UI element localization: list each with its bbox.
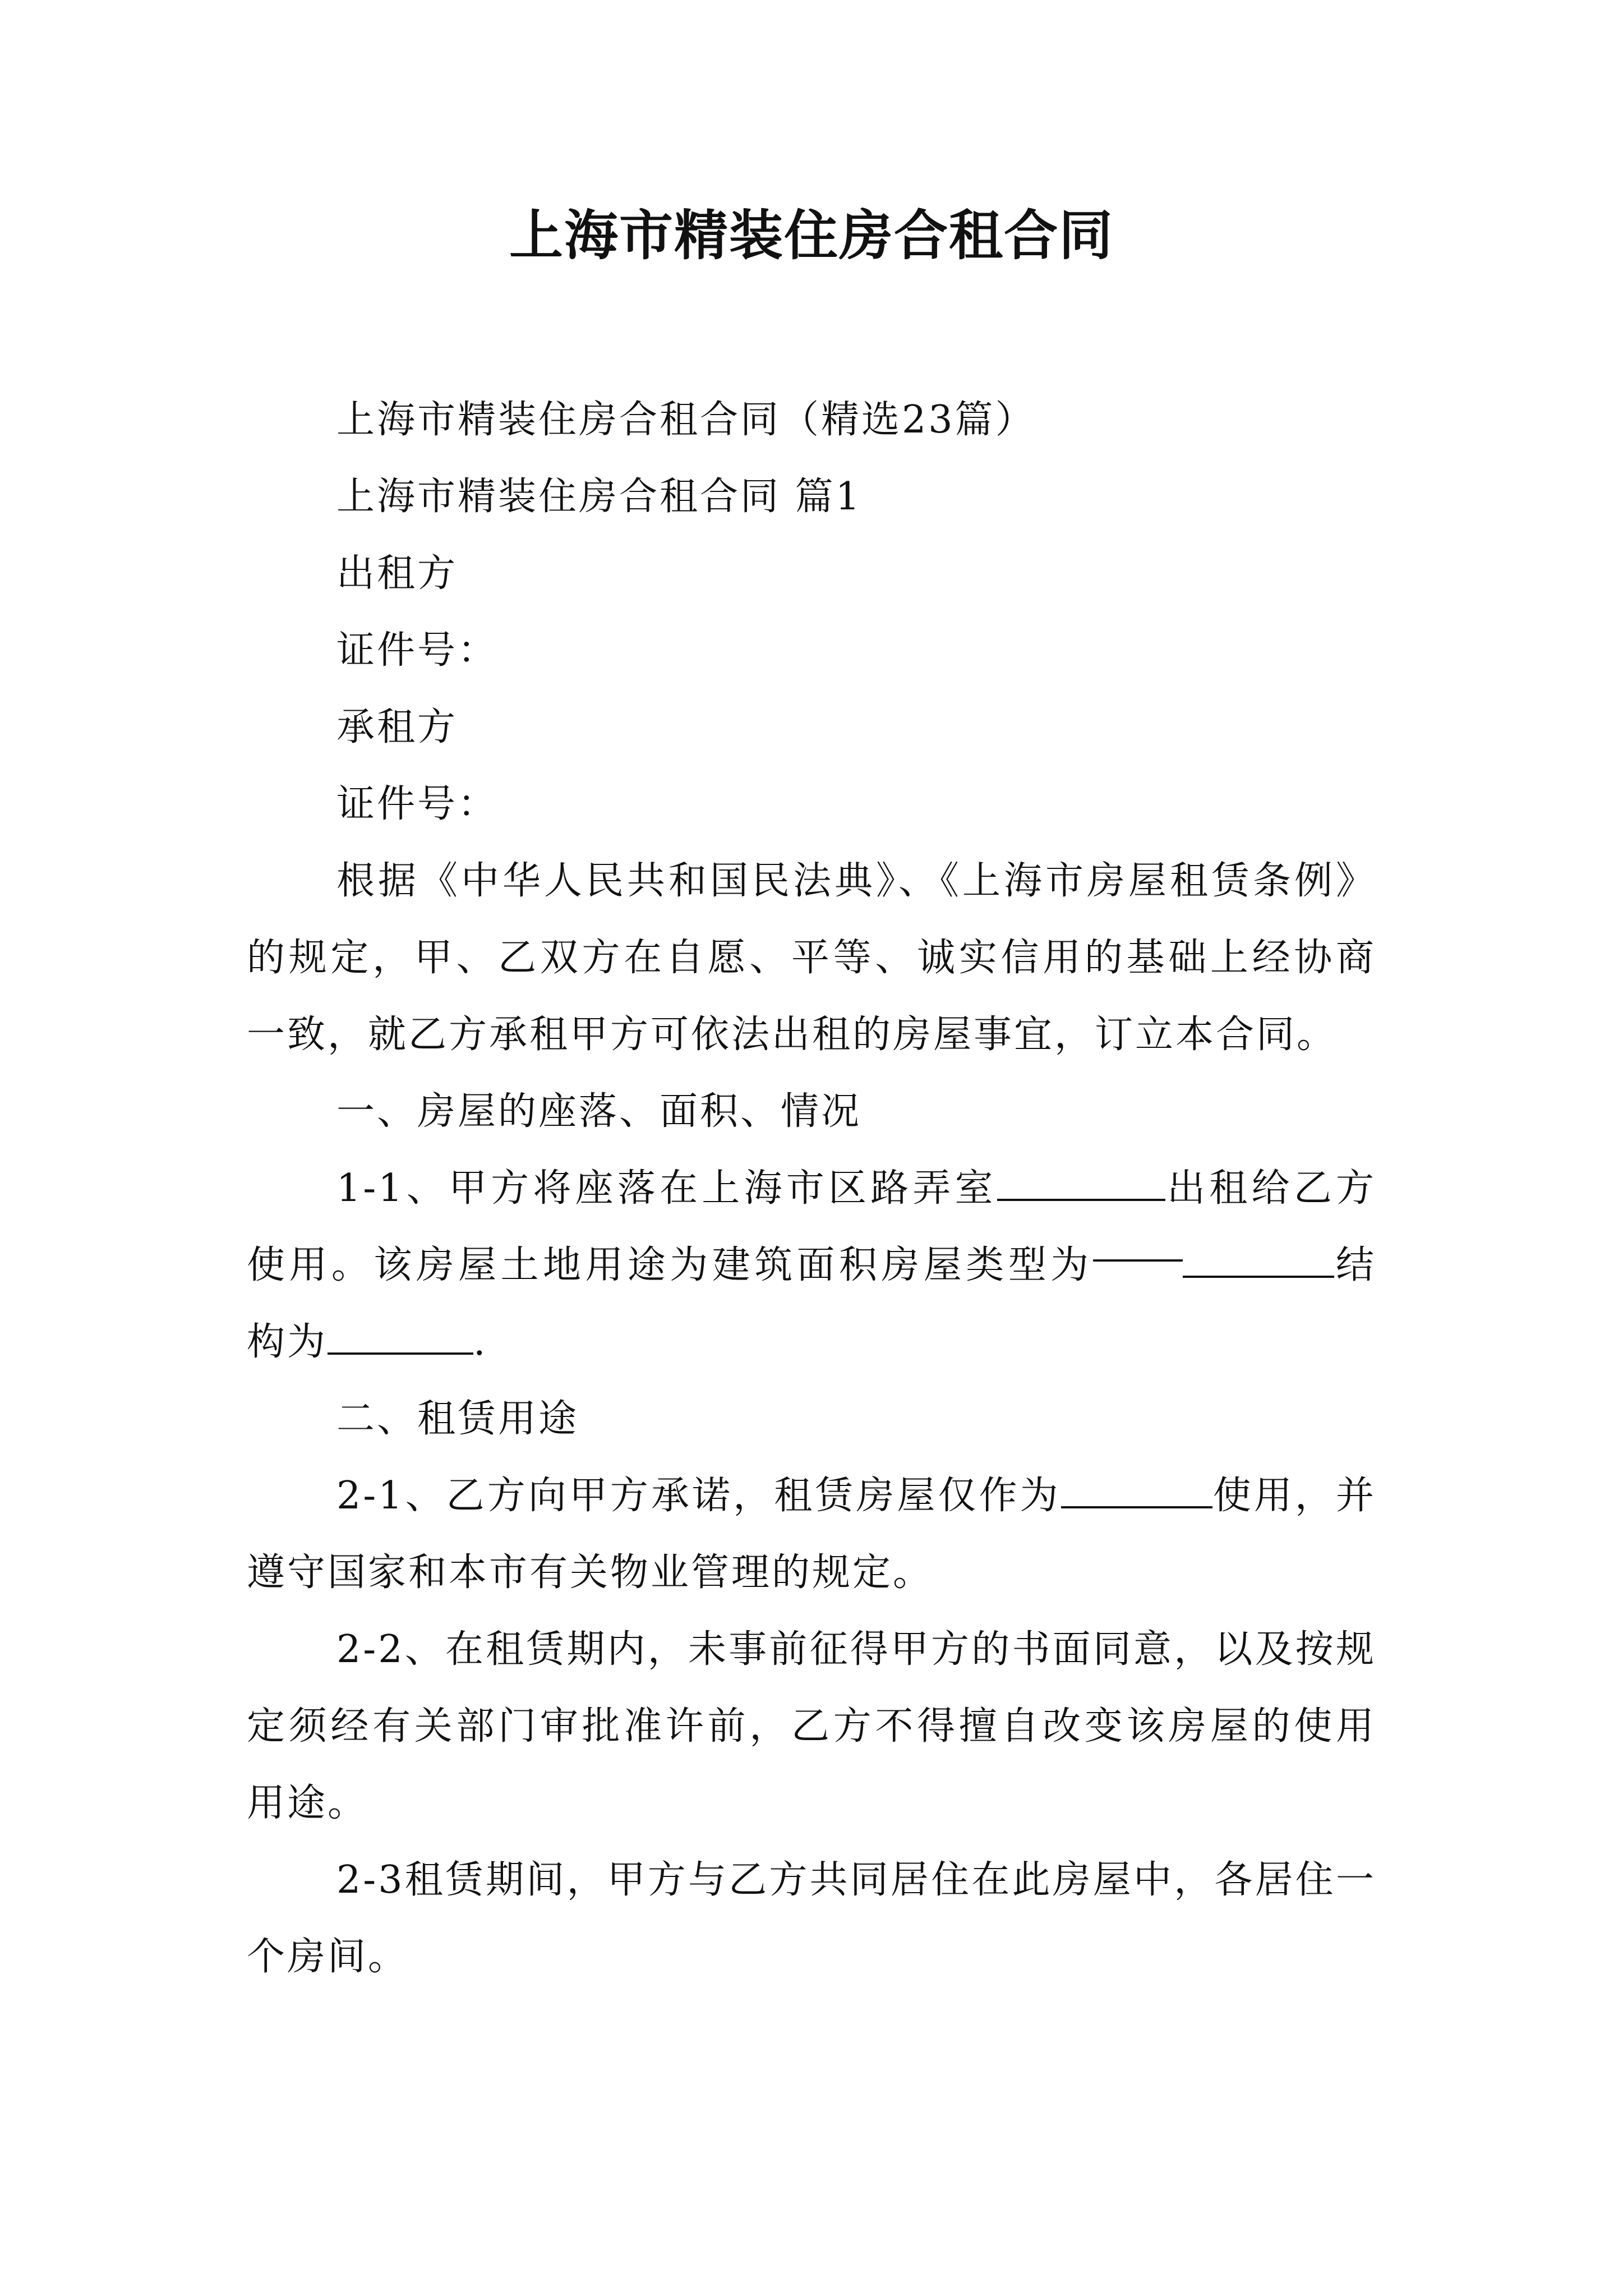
- paragraph-preamble: 根据《中华人民共和国民法典》、《上海市房屋租赁条例》的规定，甲、乙双方在自愿、平等、诚实信用的基础上经协商一致，就乙方承租甲方可依法出租的房屋事宜，订立本合同。: [247, 859, 1376, 1057]
- paragraph-lessee: 承租方: [336, 705, 458, 749]
- clause-1-1-text-d: .: [473, 1320, 488, 1364]
- clause-2-3: 2-3租赁期间，甲方与乙方共同居住在此房屋中，各居住一个房间。: [247, 1858, 1376, 1979]
- paragraph-lessee-id: 证件号：: [336, 782, 499, 826]
- document-title: 上海市精装住房合租合同: [509, 204, 1114, 267]
- paragraph-chapter-heading: 上海市精装住房合租合同 篇1: [336, 475, 862, 519]
- section-2-heading: 二、租赁用途: [336, 1397, 579, 1441]
- clause-1-1-text-a: 1-1、甲方将座落在上海市区路弄室: [336, 1166, 997, 1211]
- paragraph-lessor: 出租方: [336, 551, 458, 596]
- paragraph-subtitle: 上海市精装住房合租合同（精选23篇）: [336, 398, 1036, 442]
- clause-1-1: [247, 1150, 1376, 1381]
- clause-1-1-text-c: 结构为: [247, 1243, 1376, 1364]
- clause-2-2: 2-2、在租赁期内，未事前征得甲方的书面同意，以及按规定须经有关部门审批准许前，乙方不得擅自改变该房屋的使用用途。: [247, 1627, 1376, 1825]
- blank-line: [997, 1193, 1165, 1201]
- blank-line: [328, 1347, 473, 1355]
- paragraph-lessor-id: 证件号：: [336, 628, 499, 673]
- clause-1-1-text-b: 出租给乙方使用。该房屋土地用途为建筑面积房屋类型为: [247, 1166, 1376, 1287]
- section-1-heading: 一、房屋的座落、面积、情况: [336, 1089, 862, 1134]
- clause-2-1: [247, 1457, 1376, 1611]
- document-body: [247, 381, 1376, 1995]
- blank-line: [1061, 1501, 1212, 1508]
- dash-line: [1093, 1259, 1183, 1262]
- blank-line: [1183, 1270, 1334, 1278]
- clause-2-1-text-a: 2-1、乙方向甲方承诺，租赁房屋仅作为: [336, 1474, 1061, 1518]
- clause-2-1-text-b: 使用，并遵守国家和本市有关物业管理的规定。: [247, 1474, 1376, 1595]
